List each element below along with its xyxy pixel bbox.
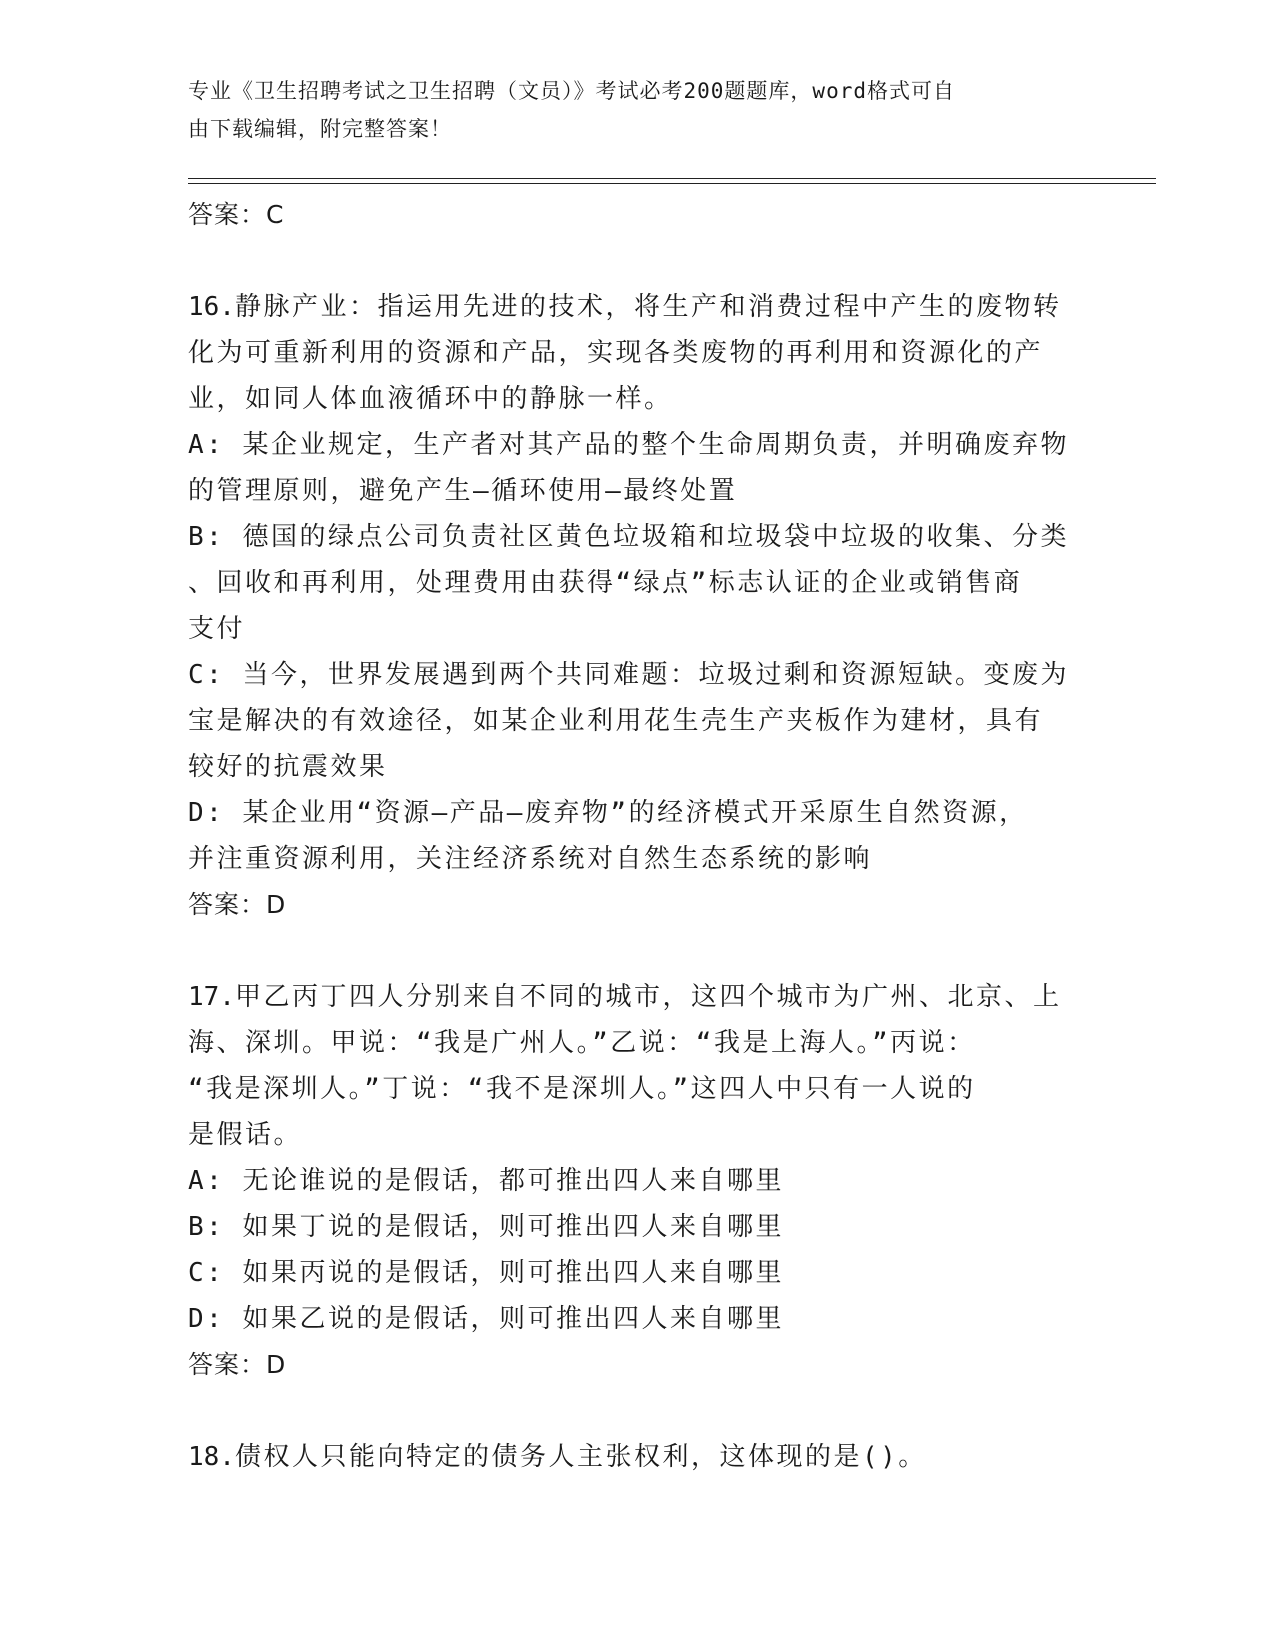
question-stem-line: 18.债权人只能向特定的债务人主张权利，这体现的是()。 bbox=[188, 1442, 927, 1472]
option-c-cont: 较好的抗震效果 bbox=[188, 752, 388, 782]
option-c: C: 如果丙说的是假话，则可推出四人来自哪里 bbox=[188, 1258, 784, 1288]
document-header bbox=[188, 72, 1068, 148]
option-b-cont: 支付 bbox=[188, 614, 246, 644]
answer-line: 答案：D bbox=[188, 1350, 287, 1379]
question-number: 18. bbox=[188, 1442, 235, 1472]
question-17 bbox=[188, 974, 1088, 1388]
question-16 bbox=[188, 284, 1088, 928]
header-line-1: 专业《卫生招聘考试之卫生招聘（文员）》考试必考200题题库，word格式可自 bbox=[188, 79, 955, 103]
question-stem-line: 业，如同人体血液循环中的静脉一样。 bbox=[188, 384, 673, 414]
question-stem-line: 17.甲乙丙丁四人分别来自不同的城市，这四个城市为广州、北京、上 bbox=[188, 982, 1062, 1012]
document-body bbox=[188, 192, 1088, 1480]
option-b: B: 德国的绿点公司负责社区黄色垃圾箱和垃圾袋中垃圾的收集、分类 bbox=[188, 522, 1069, 552]
question-stem-line: “我是深圳人。”丁说：“我不是深圳人。”这四人中只有一人说的 bbox=[188, 1074, 976, 1104]
option-a: A: 无论谁说的是假话，都可推出四人来自哪里 bbox=[188, 1166, 784, 1196]
option-a-cont: 的管理原则，避免产生—循环使用—最终处置 bbox=[188, 476, 738, 506]
question-stem-line: 是假话。 bbox=[188, 1120, 303, 1150]
question-stem-line: 化为可重新利用的资源和产品，实现各类废物的再利用和资源化的产 bbox=[188, 338, 1044, 368]
option-d: D: 如果乙说的是假话，则可推出四人来自哪里 bbox=[188, 1304, 784, 1334]
option-b: B: 如果丁说的是假话，则可推出四人来自哪里 bbox=[188, 1212, 784, 1242]
question-stem-line: 海、深圳。甲说：“我是广州人。”乙说：“我是上海人。”丙说： bbox=[188, 1028, 976, 1058]
question-stem-line: 16.静脉产业：指运用先进的技术，将生产和消费过程中产生的废物转 bbox=[188, 292, 1062, 322]
option-d-cont: 并注重资源利用，关注经济系统对自然生态系统的影响 bbox=[188, 844, 873, 874]
option-a: A: 某企业规定，生产者对其产品的整个生命周期负责，并明确废弃物 bbox=[188, 430, 1069, 460]
option-b-cont: 、回收和再利用，处理费用由获得“绿点”标志认证的企业或销售商 bbox=[188, 568, 1023, 598]
answer-line: 答案：D bbox=[188, 890, 287, 919]
header-divider-bottom bbox=[188, 183, 1156, 184]
header-line-2: 由下载编辑，附完整答案！ bbox=[188, 117, 452, 141]
option-d: D: 某企业用“资源—产品—废弃物”的经济模式开采原生自然资源， bbox=[188, 798, 1028, 828]
option-c: C: 当今，世界发展遇到两个共同难题：垃圾过剩和资源短缺。变废为 bbox=[188, 660, 1069, 690]
header-divider-top bbox=[188, 178, 1156, 179]
option-c-cont: 宝是解决的有效途径，如某企业利用花生壳生产夹板作为建材，具有 bbox=[188, 706, 1044, 736]
question-18 bbox=[188, 1434, 1088, 1480]
question-number: 16. bbox=[188, 292, 235, 322]
answer-line: 答案：C bbox=[188, 200, 285, 229]
question-number: 17. bbox=[188, 982, 235, 1012]
